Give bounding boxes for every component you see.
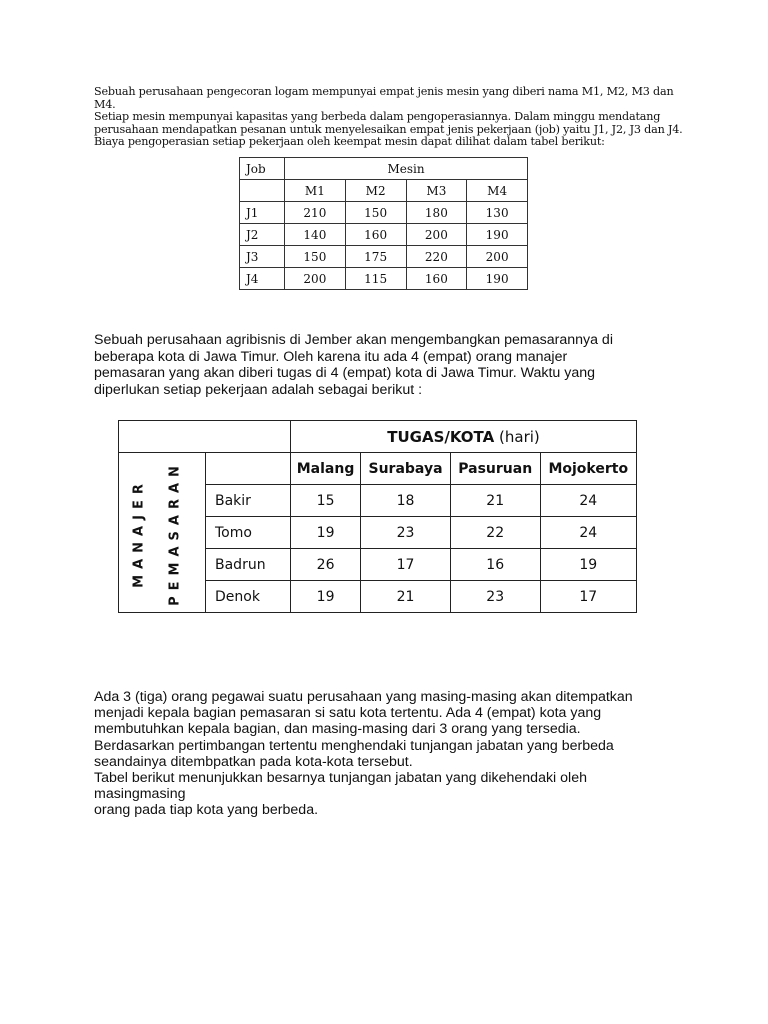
column-header: Malang xyxy=(291,453,361,485)
paragraph-line: beberapa kota di Jawa Timur. Oleh karena itu ada 4 (empat) orang manajer xyxy=(94,348,568,365)
table-title-bold: TUGAS/KOTA xyxy=(387,427,495,446)
table-cell: 19 xyxy=(291,517,361,549)
row-label-pemasaran: PEMASARAN xyxy=(167,459,183,606)
paragraph-line: diperlukan setiap pekerjaan adalah sebagai berikut : xyxy=(94,381,423,398)
table-cell: 22 xyxy=(450,517,540,549)
table-header-row xyxy=(240,158,528,180)
column-header: Mojokerto xyxy=(540,453,636,485)
table-row xyxy=(240,202,528,224)
table-cell: 130 xyxy=(467,202,528,224)
table-cell: 19 xyxy=(540,549,636,581)
table-cell: 17 xyxy=(361,549,451,581)
paragraph-line: pemasaran yang akan diberi tugas di 4 (empat) kota di Jawa Timur. Waktu yang xyxy=(94,365,596,381)
job-label: J2 xyxy=(240,224,285,246)
paragraph-line: perusahaan mendapatkan pesanan untuk menyelesaikan empat jenis pekerjaan (job) yaitu J1, J2, J3 dan J4. xyxy=(94,122,683,136)
manager-name: Bakir xyxy=(206,485,291,517)
table-cell: 190 xyxy=(467,224,528,246)
paragraph-line: seandainya ditembpatkan pada kota-kota tersebut. xyxy=(94,753,413,770)
table-cell: 190 xyxy=(467,268,528,290)
paragraph-line: Sebuah perusahaan pengecoran logam mempunyai empat jenis mesin yang diberi nama M1, M2, M3 dan M4. xyxy=(94,85,674,111)
table-cell: 200 xyxy=(406,224,467,246)
table-title-unit: (hari) xyxy=(499,427,540,446)
table-cell: 19 xyxy=(291,581,361,613)
column-header: M2 xyxy=(345,180,406,202)
paragraph-line: menjadi kepala bagian pemasaran si satu kota tertentu. Ada 4 (empat) kota yang xyxy=(94,705,602,722)
column-header: M1 xyxy=(285,180,346,202)
table-row xyxy=(240,224,528,246)
paragraph-line: Tabel berikut menunjukkan besarnya tunjangan jabatan yang dikehendaki oleh xyxy=(94,770,587,787)
table-cell: 24 xyxy=(540,517,636,549)
empty-cell xyxy=(206,453,291,485)
table-cell: 24 xyxy=(540,485,636,517)
paragraph-line: Setiap mesin mempunyai kapasitas yang berbeda dalam pengoperasiannya. Dalam minggu mendatang xyxy=(94,110,661,123)
table-cell: 23 xyxy=(450,581,540,613)
table-cell: 210 xyxy=(285,202,346,224)
column-header: M3 xyxy=(406,180,467,202)
table-cell: 26 xyxy=(291,549,361,581)
table-cell: 16 xyxy=(450,549,540,581)
paragraph-line: masingmasing xyxy=(94,786,186,803)
table-cell: 115 xyxy=(345,268,406,290)
table-cell: 160 xyxy=(406,268,467,290)
table-cell: 18 xyxy=(361,485,451,517)
table-cell: 180 xyxy=(406,202,467,224)
column-header: Surabaya xyxy=(361,453,451,485)
table-cell: 150 xyxy=(285,246,346,268)
table-title xyxy=(291,421,637,453)
task-city-table xyxy=(118,420,637,613)
table-cell: 21 xyxy=(450,485,540,517)
paragraph-line: Ada 3 (tiga) orang pegawai suatu perusahaan yang masing-masing akan ditempatkan xyxy=(94,689,633,705)
table-cell: 150 xyxy=(345,202,406,224)
paragraph-line: Sebuah perusahaan agribisnis di Jember akan mengembangkan pemasarannya di xyxy=(94,332,613,348)
manager-name: Tomo xyxy=(206,517,291,549)
column-header: M4 xyxy=(467,180,528,202)
intro-paragraph-foundry xyxy=(94,86,694,149)
table-title-row xyxy=(119,421,637,453)
table-row xyxy=(240,268,528,290)
table-cell: 15 xyxy=(291,485,361,517)
table-row xyxy=(240,246,528,268)
table-column-row xyxy=(119,453,637,485)
table-cell: 160 xyxy=(345,224,406,246)
table-cell: 200 xyxy=(467,246,528,268)
paragraph-line: Berdasarkan pertimbangan tertentu menghendaki tunjangan jabatan yang berbeda xyxy=(94,737,614,754)
paragraph-line: Biaya pengoperasian setiap pekerjaan oleh keempat mesin dapat dilihat dalam tabel berikut: xyxy=(94,135,605,148)
table-cell: 17 xyxy=(540,581,636,613)
intro-paragraph-agribusiness xyxy=(94,332,674,398)
machine-cost-table xyxy=(239,157,528,290)
table-cell: 200 xyxy=(285,268,346,290)
table-cell: 220 xyxy=(406,246,467,268)
job-label: J1 xyxy=(240,202,285,224)
column-header: Pasuruan xyxy=(450,453,540,485)
table-column-row xyxy=(240,180,528,202)
job-label: J4 xyxy=(240,268,285,290)
table-cell: 23 xyxy=(361,517,451,549)
manager-name: Denok xyxy=(206,581,291,613)
table-cell: 175 xyxy=(345,246,406,268)
manager-name: Badrun xyxy=(206,549,291,581)
row-group-label xyxy=(119,453,206,613)
paragraph-line: orang pada tiap kota yang berbeda. xyxy=(94,802,319,819)
empty-cell xyxy=(240,180,285,202)
machine-header: Mesin xyxy=(285,158,528,180)
row-label-manajer: MANAJER xyxy=(131,477,147,588)
empty-corner-cell xyxy=(119,421,291,453)
job-header: Job xyxy=(240,158,285,180)
table-cell: 140 xyxy=(285,224,346,246)
intro-paragraph-allowance xyxy=(94,689,694,819)
table-cell: 21 xyxy=(361,581,451,613)
paragraph-line: membutuhkan kepala bagian, dan masing-masing dari 3 orang yang tersedia. xyxy=(94,721,581,738)
job-label: J3 xyxy=(240,246,285,268)
